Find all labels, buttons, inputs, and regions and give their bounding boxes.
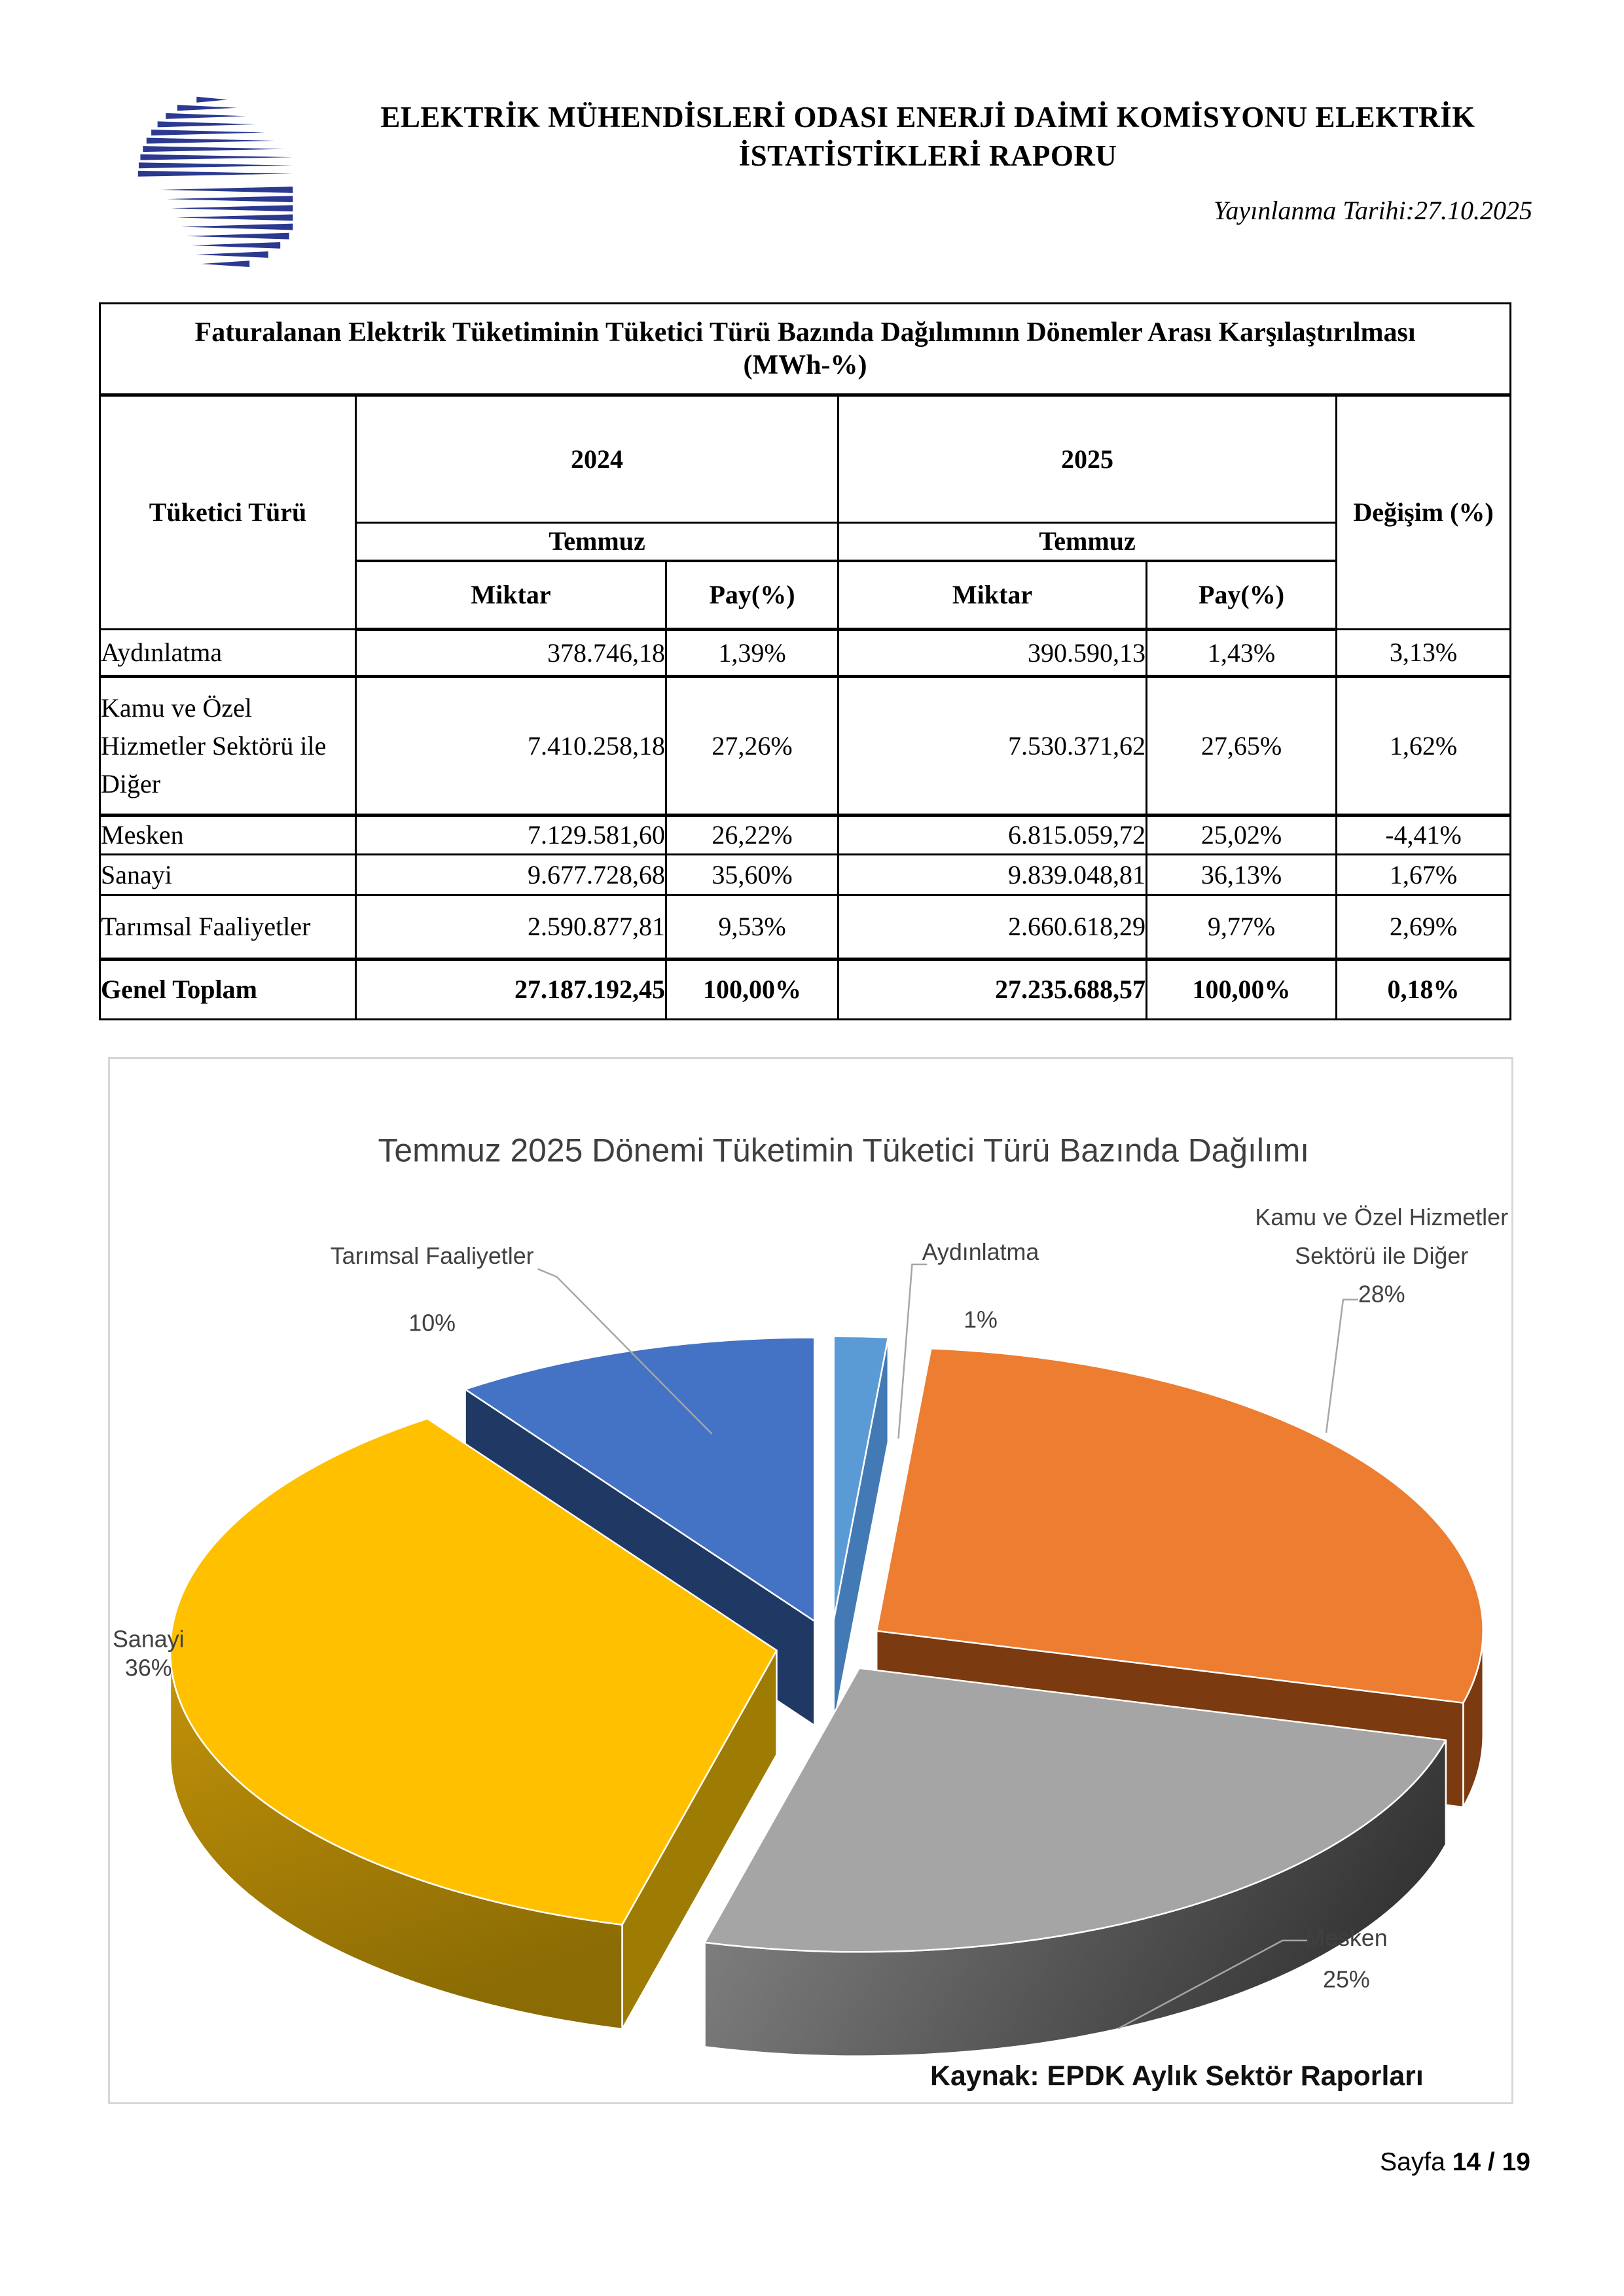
slice-label-Kamu ve Özel Hizmetler Sektörü ile Diğer: Sektörü ile Diğer xyxy=(1295,1242,1469,1269)
logo-stripe xyxy=(147,138,275,144)
logo-stripe xyxy=(171,205,293,211)
report-title-line1: ELEKTRİK MÜHENDİSLERİ ODASI ENERJİ DAİMİ KOMİSYONU ELEKTRİK xyxy=(380,101,1475,134)
table-cell: 27.235.688,57 xyxy=(839,960,1147,1020)
row-label: Kamu ve Özel Hizmetler Sektörü ile Diğer xyxy=(100,677,356,816)
table-row xyxy=(100,855,1511,895)
logo-stripe xyxy=(158,121,256,127)
table-cell: 9,77% xyxy=(1147,895,1337,960)
table-row xyxy=(100,816,1511,855)
table-cell: 3,13% xyxy=(1337,630,1511,677)
table-cell: 1,39% xyxy=(666,630,839,677)
table-row xyxy=(100,895,1511,960)
table-cell: 7.129.581,60 xyxy=(356,816,666,855)
logo-stripe xyxy=(177,105,237,111)
table-cell: 1,62% xyxy=(1337,677,1511,816)
logo-stripe xyxy=(166,113,246,119)
table-cell: 100,00% xyxy=(666,960,839,1020)
slice-label-Mesken: 25% xyxy=(1323,1966,1370,1993)
page-number xyxy=(1380,2148,1530,2177)
pie-chart-canvas xyxy=(110,1059,1511,2102)
page-number-label: Sayfa xyxy=(1380,2148,1445,2176)
logo-stripe xyxy=(201,260,249,267)
chart-source-note: Kaynak: EPDK Aylık Sektör Raporları xyxy=(930,2060,1424,2092)
page-number-value: 14 / 19 xyxy=(1452,2148,1530,2176)
consumption-comparison-table xyxy=(99,302,1511,1020)
row-label: Mesken xyxy=(100,816,356,855)
table-cell: 27,65% xyxy=(1147,677,1337,816)
month-2024-header: Temmuz xyxy=(356,523,839,561)
logo-stripe xyxy=(139,162,293,168)
table-cell: 6.815.059,72 xyxy=(839,816,1147,855)
table-cell: 2.590.877,81 xyxy=(356,895,666,960)
logo-stripe xyxy=(161,187,293,193)
share-2025-header: Pay(%) xyxy=(1147,561,1337,630)
table-cell: 378.746,18 xyxy=(356,630,666,677)
table-cell: 26,22% xyxy=(666,816,839,855)
slice-label-Sanayi: Sanayi xyxy=(112,1626,185,1653)
table-cell: 1,67% xyxy=(1337,855,1511,895)
table-cell: 9.677.728,68 xyxy=(356,855,666,895)
table-cell: 0,18% xyxy=(1337,960,1511,1020)
logo-stripe xyxy=(138,171,293,177)
table-cell: 9.839.048,81 xyxy=(839,855,1147,895)
logo-stripe xyxy=(191,242,280,249)
logo-stripe xyxy=(140,154,293,160)
table-cell: 25,02% xyxy=(1147,816,1337,855)
table-cell: 27,26% xyxy=(666,677,839,816)
logo-stripe xyxy=(151,130,265,135)
logo-stripe xyxy=(166,196,293,202)
consumer-type-header: Tüketici Türü xyxy=(100,395,356,630)
publish-date: Yayınlanma Tarihi:27.10.2025 xyxy=(1213,196,1532,225)
table-cell: 390.590,13 xyxy=(839,630,1147,677)
row-label: Sanayi xyxy=(100,855,356,895)
year-2024-header: 2024 xyxy=(356,395,839,523)
year-header-row xyxy=(100,395,1511,523)
slice-label-Aydınlatma: 1% xyxy=(964,1306,998,1333)
logo-stripe xyxy=(196,97,227,103)
table-cell: 1,43% xyxy=(1147,630,1337,677)
change-column-header: Değişim (%) xyxy=(1337,395,1511,630)
total-label: Genel Toplam xyxy=(100,960,356,1020)
slice-label-Sanayi: 36% xyxy=(124,1655,172,1681)
table-title-row xyxy=(100,304,1511,395)
slice-label-Kamu ve Özel Hizmetler Sektörü ile Diğer: 28% xyxy=(1358,1281,1405,1308)
slice-label-Aydınlatma: Aydınlatma xyxy=(922,1238,1039,1265)
table-cell: 2.660.618,29 xyxy=(839,895,1147,960)
logo-stripe xyxy=(186,233,289,240)
slice-label-Kamu ve Özel Hizmetler Sektörü ile Diğer: Kamu ve Özel Hizmetler xyxy=(1255,1204,1509,1231)
table-cell: 9,53% xyxy=(666,895,839,960)
row-label: Aydınlatma xyxy=(100,630,356,677)
table-cell: 7.530.371,62 xyxy=(839,677,1147,816)
amount-2025-header: Miktar xyxy=(839,561,1147,630)
pie-3d xyxy=(170,1336,1483,2056)
amount-2024-header: Miktar xyxy=(356,561,666,630)
row-label: Tarımsal Faaliyetler xyxy=(100,895,356,960)
logo-stripe xyxy=(181,224,293,230)
table-row xyxy=(100,630,1511,677)
logo-stripe xyxy=(196,251,268,258)
table-cell: 7.410.258,18 xyxy=(356,677,666,816)
emo-logo-graphic xyxy=(136,84,314,284)
emo-logo xyxy=(136,84,314,284)
table-cell: 100,00% xyxy=(1147,960,1337,1020)
leader-line-Kamu ve Özel Hizmetler Sektörü ile Diğer xyxy=(1326,1300,1358,1433)
table-title: Faturalanan Elektrik Tüketiminin Tüketici Türü Bazında Dağılımının Dönemler Arası Karşılaştırılması (MWh-%) xyxy=(100,304,1511,395)
slice-label-Tarımsal Faaliyetler: 10% xyxy=(408,1310,456,1336)
table-cell: 27.187.192,45 xyxy=(356,960,666,1020)
share-2024-header: Pay(%) xyxy=(666,561,839,630)
table-row xyxy=(100,677,1511,816)
table-cell: 2,69% xyxy=(1337,895,1511,960)
slice-label-Mesken: Mesken xyxy=(1305,1924,1388,1951)
logo-stripe xyxy=(176,215,293,221)
slice-label-Tarımsal Faaliyetler: Tarımsal Faaliyetler xyxy=(330,1242,534,1269)
table-total-row xyxy=(100,960,1511,1020)
pie-chart-panel xyxy=(108,1057,1513,2104)
report-title xyxy=(321,98,1535,176)
logo-stripe xyxy=(143,146,284,152)
table-cell: 36,13% xyxy=(1147,855,1337,895)
table-cell: -4,41% xyxy=(1337,816,1511,855)
month-2025-header: Temmuz xyxy=(839,523,1337,561)
year-2025-header: 2025 xyxy=(839,395,1337,523)
chart-title: Temmuz 2025 Dönemi Tüketimin Tüketici Türü Bazında Dağılımı xyxy=(378,1132,1310,1169)
report-title-line2: İSTATİSTİKLERİ RAPORU xyxy=(738,139,1117,173)
table-cell: 35,60% xyxy=(666,855,839,895)
